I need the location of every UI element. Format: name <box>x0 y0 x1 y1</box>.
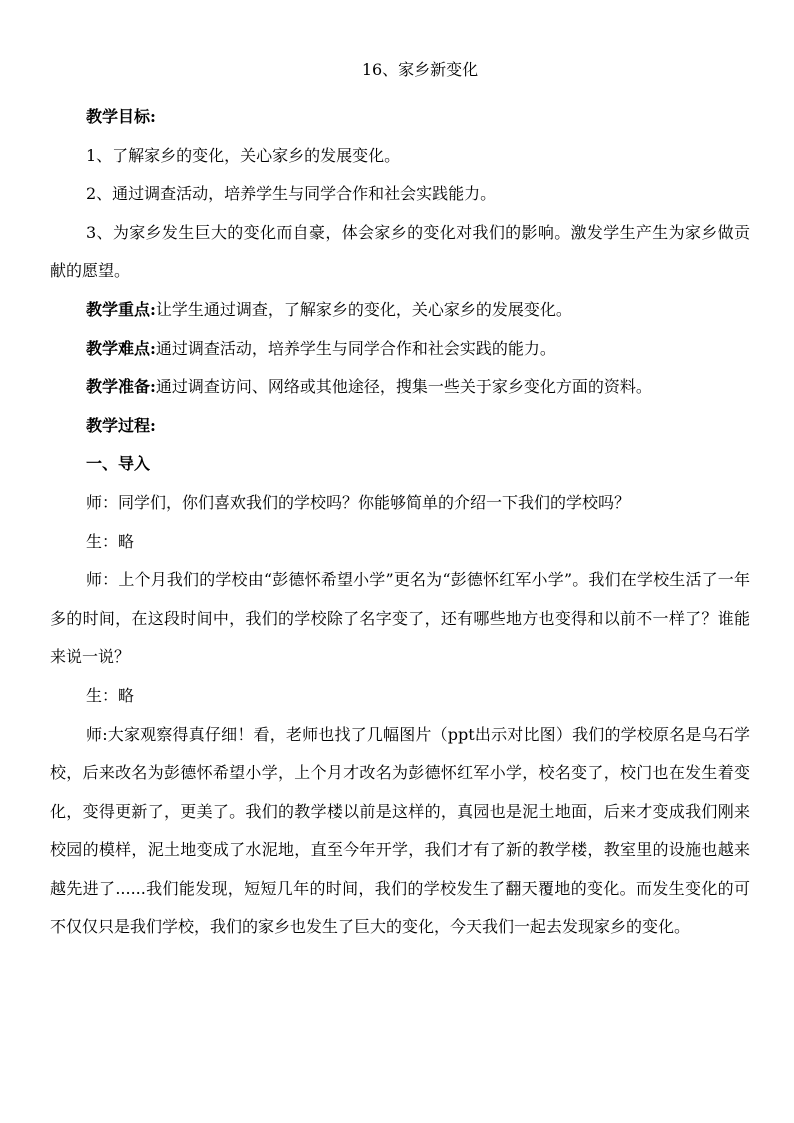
focus-paragraph <box>50 291 750 330</box>
student-line-1: 生：略 <box>86 531 135 551</box>
intro-heading: 一、导入 <box>86 454 151 474</box>
document-page <box>50 56 750 947</box>
student-line-2: 生：略 <box>86 685 135 705</box>
focus-text: 让学生通过调查，了解家乡的变化，关心家乡的发展变化。 <box>155 299 572 319</box>
goal-3: 3、为家乡发生巨大的变化而自豪，体会家乡的变化对我们的影响。激发学生产生为家乡做贡献的愿望。 <box>50 222 750 281</box>
goals-heading: 教学目标: <box>86 107 156 126</box>
teacher-line-3: 师:大家观察得真仔细！看，老师也找了几幅图片（ppt出示对比图）我们的学校原名是乌石学校，后来改名为彭德怀希望小学，上个月才改名为彭德怀红军小学，校名变了，校门也在发生着变化，变得更新了，更美了。我们的教学楼以前是这样的，真园也是泥土地面，后来才变成我们刚来校园的模样，泥土地变成了水泥地，直至今年开学，我们才有了新的教学楼，教室里的设施也越来越先进了......我们能发现，短短几年的时间，我们的学校发生了翻天覆地的变化。而发生变化的可不仅仅只是我们学校，我们的家乡也发生了巨大的变化，今天我们一起去发现家乡的变化。 <box>50 724 750 937</box>
goal-1: 1、了解家乡的变化，关心家乡的发展变化。 <box>86 145 401 165</box>
focus-label: 教学重点: <box>86 299 156 319</box>
difficulty-label: 教学难点: <box>86 338 156 358</box>
teacher-line-1: 师：同学们，你们喜欢我们的学校吗？你能够简单的介绍一下我们的学校吗？ <box>86 492 631 512</box>
process-heading: 教学过程: <box>86 415 156 435</box>
goal-2: 2、通过调查活动，培养学生与同学合作和社会实践能力。 <box>86 184 497 204</box>
page-title: 16、家乡新变化 <box>361 60 479 79</box>
prep-label: 教学准备: <box>86 377 156 397</box>
prep-text: 通过调查访问、网络或其他途径，搜集一些关于家乡变化方面的资料。 <box>155 377 652 397</box>
difficulty-paragraph <box>50 330 750 369</box>
prep-paragraph <box>50 368 750 407</box>
teacher-line-2: 师：上个月我们的学校由“彭德怀希望小学”更名为“彭德怀红军小学”。我们在学校生活了一年多的时间，在这段时间中，我们的学校除了名字变了，还有哪些地方也变得和以前不一样了？谁能来说一说？ <box>50 570 750 667</box>
difficulty-text: 通过调查活动，培养学生与同学合作和社会实践的能力。 <box>155 338 556 358</box>
